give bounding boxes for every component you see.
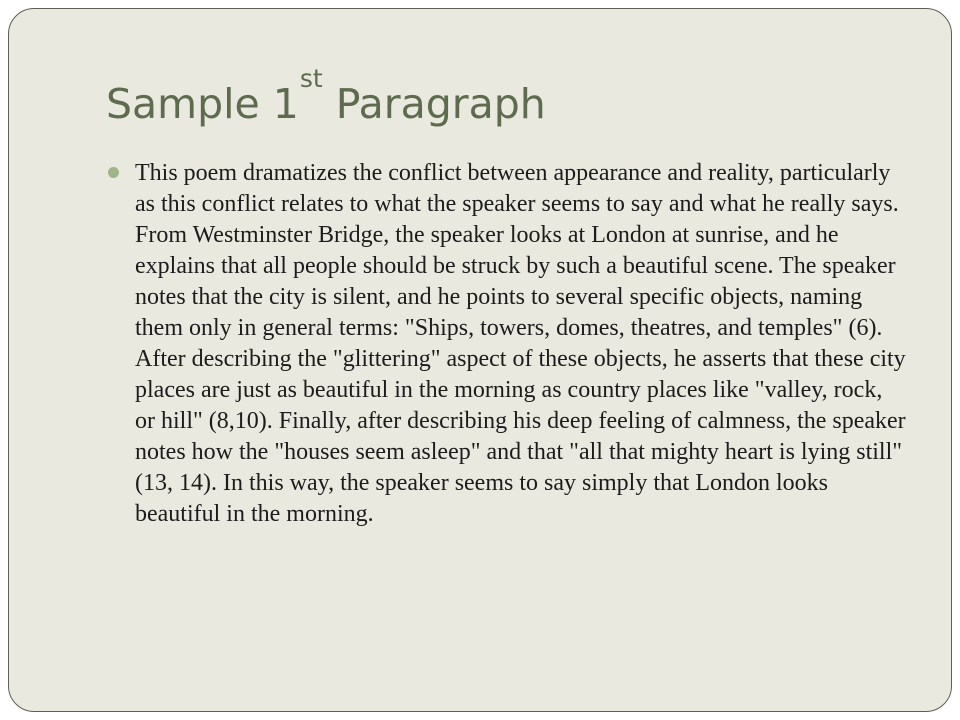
title-superscript: st (299, 64, 323, 94)
slide-title (106, 64, 546, 129)
bullet-dot-icon (108, 167, 119, 178)
title-rest: Paragraph (322, 80, 546, 128)
bullet-item (108, 158, 908, 530)
title-main: Sample 1 (106, 80, 299, 128)
bullet-list (108, 158, 908, 530)
paragraph-text: This poem dramatizes the conflict between appearance and reality, particularly as this conflict relates to what the speaker seems to say and what he really says. From Westminster Bridge, the speaker looks at London at sunrise, and he explains that all people should be struck by such a beautiful scene. The speaker notes that the city is silent, and he points to several specific objects, naming them only in general terms: "Ships, towers, domes, theatres, and temples" (6). After describing the "glittering" aspect of these objects, he asserts that these city places are just as beautiful in the morning as country places like "valley, rock, or hill" (8,10). Finally, after describing his deep feeling of calmness, the speaker notes how the "houses seem asleep" and that "all that mighty heart is lying still" (13, 14). In this way, the speaker seems to say simply that London looks beautiful in the morning. (135, 160, 906, 527)
